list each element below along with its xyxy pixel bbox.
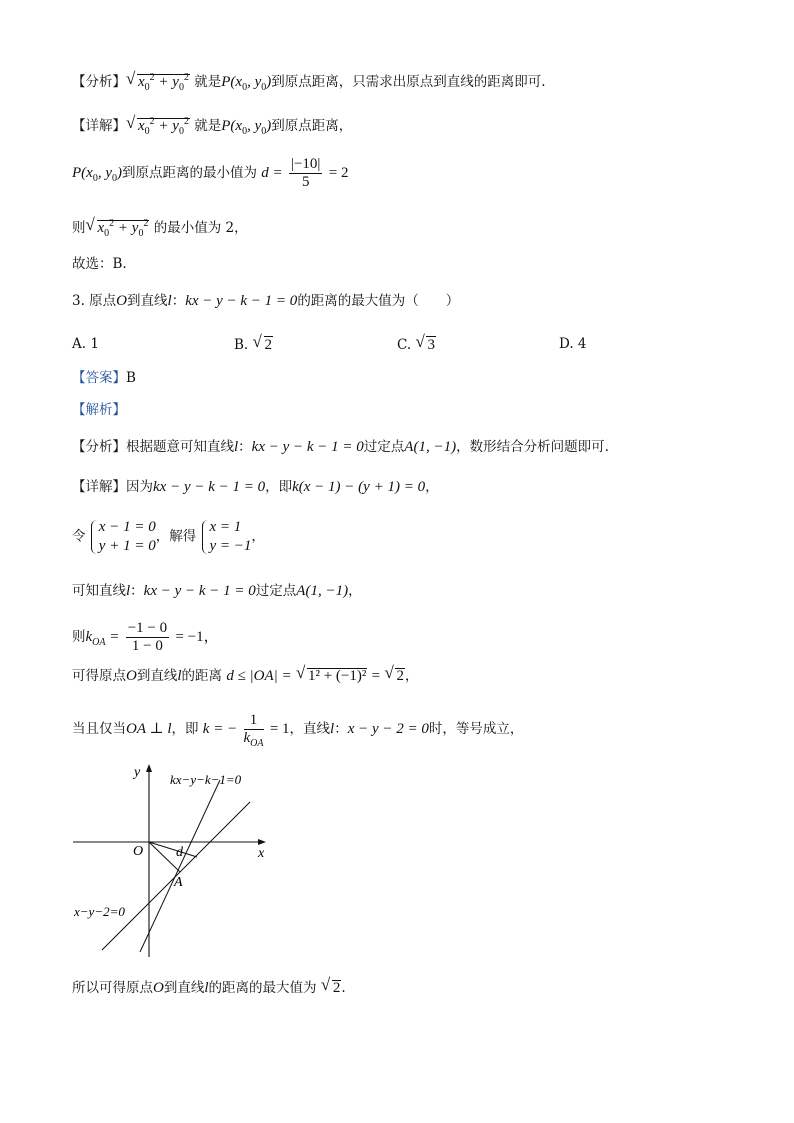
sqrt-expression: √ $x_0^2 + y_0^2$ bbox=[86, 220, 150, 236]
label-line-2: x−y−2=0 bbox=[74, 904, 125, 919]
label-line-1: kx−y−k−1=0 bbox=[170, 772, 242, 787]
label-o: O bbox=[133, 844, 144, 859]
system-equations-line: 令 x − 1 = 0 y + 1 = 0 ，解得 x = 1 y = −1 ， bbox=[72, 519, 265, 554]
choice-line: 故选：B. bbox=[72, 256, 127, 272]
tag-solution: 【解析】 bbox=[72, 402, 126, 418]
tag-detail: 【详解】 bbox=[72, 118, 126, 134]
point-p: $P(x_0$, $y_0$) bbox=[72, 165, 122, 184]
equality-condition-line: 当且仅当OA ⊥ l，即 k = − $\frac{1}{k_{OA}}$ = 1，直线l：x − y − 2 = 0时，等号成立， bbox=[72, 712, 524, 749]
analysis-line-1: 【分析】√ $x_0^2 + y_0^2$ 就是$P(x_0$, $y_0$)到原点距离，只需求出原点到直线的距离即可. bbox=[72, 74, 546, 90]
system-1: x − 1 = 0 y + 1 = 0 bbox=[90, 518, 156, 556]
system-2: x = 1 y = −1 bbox=[201, 518, 252, 556]
option-c: C. √ 3 bbox=[397, 336, 436, 354]
sqrt-expression: √ $x_0^2 + y_0^2$ bbox=[126, 118, 190, 134]
point-p: $P(x_0$, $y_0$) bbox=[221, 118, 272, 137]
conclusion-line: 则√ $x_0^2 + y_0^2$ 的最小值为 2， bbox=[72, 220, 248, 236]
final-conclusion-line: 所以可得原点O到直线l的距离的最大值为 √ 2. bbox=[72, 980, 346, 996]
geometry-figure bbox=[70, 762, 290, 962]
tag-answer: 【答案】 bbox=[72, 370, 126, 386]
distance-inequality-line: 可得原点O到直线l的距离 d ≤ |OA| = √ 1² + (−1)² = √ 2， bbox=[72, 668, 418, 684]
question-3: 3. 原点O到直线l：kx − y − k − 1 = 0的距离的最大值为（ ） bbox=[72, 293, 460, 309]
detail-line-1: 【详解】√ $x_0^2 + y_0^2$ 就是$P(x_0$, $y_0$)到原点距离， bbox=[72, 118, 352, 134]
slope-fraction: $\frac{-1 - 0}{1 - 0}$ bbox=[127, 620, 168, 654]
option-d: D. 4 bbox=[559, 336, 587, 352]
slope-line: 则$k_{OA}$ = $\frac{-1 - 0}{1 - 0}$ = −1， bbox=[72, 620, 219, 654]
tag-analysis: 【分析】 bbox=[72, 74, 126, 90]
option-a: A. 1 bbox=[72, 336, 99, 352]
perp-slope-fraction: $\frac{1}{k_{OA}}$ bbox=[243, 712, 264, 749]
solution-detail-1: 【详解】因为kx − y − k − 1 = 0，即k(x − 1) − (y + 1) = 0， bbox=[72, 479, 439, 495]
label-d: d bbox=[176, 845, 183, 860]
fixed-point-line: 可知直线l：kx − y − k − 1 = 0过定点A(1, −1)， bbox=[72, 583, 362, 599]
point-p: $P(x_0$, $y_0$) bbox=[221, 74, 272, 93]
sqrt-expression: √ $x_0^2 + y_0^2$ bbox=[126, 74, 190, 90]
min-distance-line: $P(x_0$, $y_0$)到原点距离的最小值为 d = $\frac{|-10|}{5}$ = 2 bbox=[72, 156, 349, 190]
label-y: y bbox=[134, 765, 141, 780]
distance-fraction: $\frac{|-10|}{5}$ bbox=[290, 156, 321, 190]
solution-analysis: 【分析】根据题意可知直线l：kx − y − k − 1 = 0过定点A(1, −1)，数形结合分析问题即可. bbox=[72, 439, 609, 455]
option-b: B. √ 2 bbox=[234, 336, 273, 354]
answer-line: 【答案】B bbox=[72, 370, 136, 386]
label-x: x bbox=[258, 846, 265, 861]
label-a: A bbox=[174, 875, 183, 890]
